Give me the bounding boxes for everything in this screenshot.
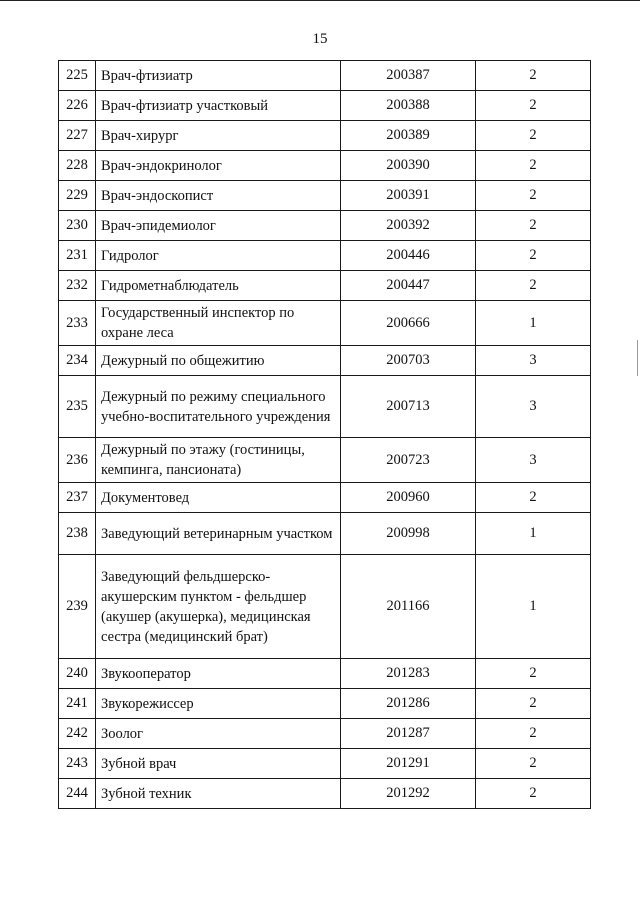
profession-code-cell: 200391: [341, 181, 476, 211]
row-number-cell: 231: [59, 241, 96, 271]
table-row: [59, 555, 591, 659]
scan-edge-mark: [637, 340, 638, 376]
profession-name-cell: Врач-эндокринолог: [96, 151, 341, 181]
profession-name-cell: Звукооператор: [96, 659, 341, 689]
profession-code-cell: 200390: [341, 151, 476, 181]
table-row: [59, 346, 591, 376]
profession-name-cell: Заведующий фельдшерско-акушерским пунктом - фельдшер (акушер (акушерка), медицинская сестра (медицинский брат): [96, 555, 341, 659]
quantity-cell: 2: [476, 689, 591, 719]
professions-table-container: [58, 60, 585, 809]
profession-name-cell: Звукорежиссер: [96, 689, 341, 719]
quantity-cell: 2: [476, 719, 591, 749]
quantity-cell: 2: [476, 241, 591, 271]
table-row: [59, 61, 591, 91]
table-row: [59, 181, 591, 211]
profession-code-cell: 201283: [341, 659, 476, 689]
quantity-cell: 2: [476, 121, 591, 151]
quantity-cell: 2: [476, 181, 591, 211]
row-number-cell: 238: [59, 513, 96, 555]
table-row: [59, 301, 591, 346]
profession-code-cell: 201292: [341, 779, 476, 809]
table-row: [59, 151, 591, 181]
profession-name-cell: Гидрометнаблюдатель: [96, 271, 341, 301]
profession-code-cell: 201291: [341, 749, 476, 779]
quantity-cell: 2: [476, 659, 591, 689]
table-row: [59, 121, 591, 151]
row-number-cell: 228: [59, 151, 96, 181]
table-row: [59, 779, 591, 809]
profession-code-cell: 200446: [341, 241, 476, 271]
row-number-cell: 234: [59, 346, 96, 376]
table-row: [59, 241, 591, 271]
row-number-cell: 226: [59, 91, 96, 121]
quantity-cell: 2: [476, 749, 591, 779]
table-row: [59, 91, 591, 121]
profession-name-cell: Врач-фтизиатр участковый: [96, 91, 341, 121]
profession-code-cell: 200713: [341, 376, 476, 438]
quantity-cell: 3: [476, 376, 591, 438]
row-number-cell: 233: [59, 301, 96, 346]
profession-code-cell: 201166: [341, 555, 476, 659]
quantity-cell: 1: [476, 555, 591, 659]
table-row: [59, 513, 591, 555]
profession-name-cell: Дежурный по режиму специального учебно-воспитательного учреждения: [96, 376, 341, 438]
row-number-cell: 237: [59, 483, 96, 513]
profession-name-cell: Заведующий ветеринарным участком: [96, 513, 341, 555]
quantity-cell: 2: [476, 151, 591, 181]
table-body: [59, 61, 591, 809]
profession-code-cell: 200387: [341, 61, 476, 91]
profession-code-cell: 200960: [341, 483, 476, 513]
table-row: [59, 689, 591, 719]
profession-name-cell: Зубной техник: [96, 779, 341, 809]
row-number-cell: 232: [59, 271, 96, 301]
quantity-cell: 3: [476, 438, 591, 483]
quantity-cell: 1: [476, 513, 591, 555]
quantity-cell: 1: [476, 301, 591, 346]
row-number-cell: 230: [59, 211, 96, 241]
profession-code-cell: 200389: [341, 121, 476, 151]
row-number-cell: 239: [59, 555, 96, 659]
table-row: [59, 719, 591, 749]
profession-name-cell: Документовед: [96, 483, 341, 513]
profession-name-cell: Врач-эндоскопист: [96, 181, 341, 211]
row-number-cell: 243: [59, 749, 96, 779]
row-number-cell: 236: [59, 438, 96, 483]
row-number-cell: 229: [59, 181, 96, 211]
profession-name-cell: Дежурный по этажу (гостиницы, кемпинга, пансионата): [96, 438, 341, 483]
profession-code-cell: 200666: [341, 301, 476, 346]
row-number-cell: 227: [59, 121, 96, 151]
table-row: [59, 271, 591, 301]
profession-name-cell: Врач-фтизиатр: [96, 61, 341, 91]
row-number-cell: 241: [59, 689, 96, 719]
profession-code-cell: 200723: [341, 438, 476, 483]
page-number: 15: [312, 31, 328, 47]
row-number-cell: 225: [59, 61, 96, 91]
table-row: [59, 749, 591, 779]
quantity-cell: 2: [476, 271, 591, 301]
profession-name-cell: Зубной врач: [96, 749, 341, 779]
profession-code-cell: 200447: [341, 271, 476, 301]
quantity-cell: 3: [476, 346, 591, 376]
profession-name-cell: Гидролог: [96, 241, 341, 271]
profession-code-cell: 200388: [341, 91, 476, 121]
profession-code-cell: 200392: [341, 211, 476, 241]
table-row: [59, 438, 591, 483]
quantity-cell: 2: [476, 211, 591, 241]
row-number-cell: 235: [59, 376, 96, 438]
table-row: [59, 659, 591, 689]
profession-name-cell: Зоолог: [96, 719, 341, 749]
top-border-line: [0, 0, 640, 1]
profession-name-cell: Дежурный по общежитию: [96, 346, 341, 376]
row-number-cell: 242: [59, 719, 96, 749]
profession-name-cell: Государственный инспектор по охране леса: [96, 301, 341, 346]
professions-table: [58, 60, 591, 809]
row-number-cell: 240: [59, 659, 96, 689]
row-number-cell: 244: [59, 779, 96, 809]
profession-code-cell: 200703: [341, 346, 476, 376]
table-row: [59, 376, 591, 438]
quantity-cell: 2: [476, 91, 591, 121]
quantity-cell: 2: [476, 779, 591, 809]
table-row: [59, 483, 591, 513]
profession-code-cell: 201287: [341, 719, 476, 749]
profession-name-cell: Врач-хирург: [96, 121, 341, 151]
quantity-cell: 2: [476, 483, 591, 513]
profession-code-cell: 200998: [341, 513, 476, 555]
profession-code-cell: 201286: [341, 689, 476, 719]
table-row: [59, 211, 591, 241]
quantity-cell: 2: [476, 61, 591, 91]
profession-name-cell: Врач-эпидемиолог: [96, 211, 341, 241]
